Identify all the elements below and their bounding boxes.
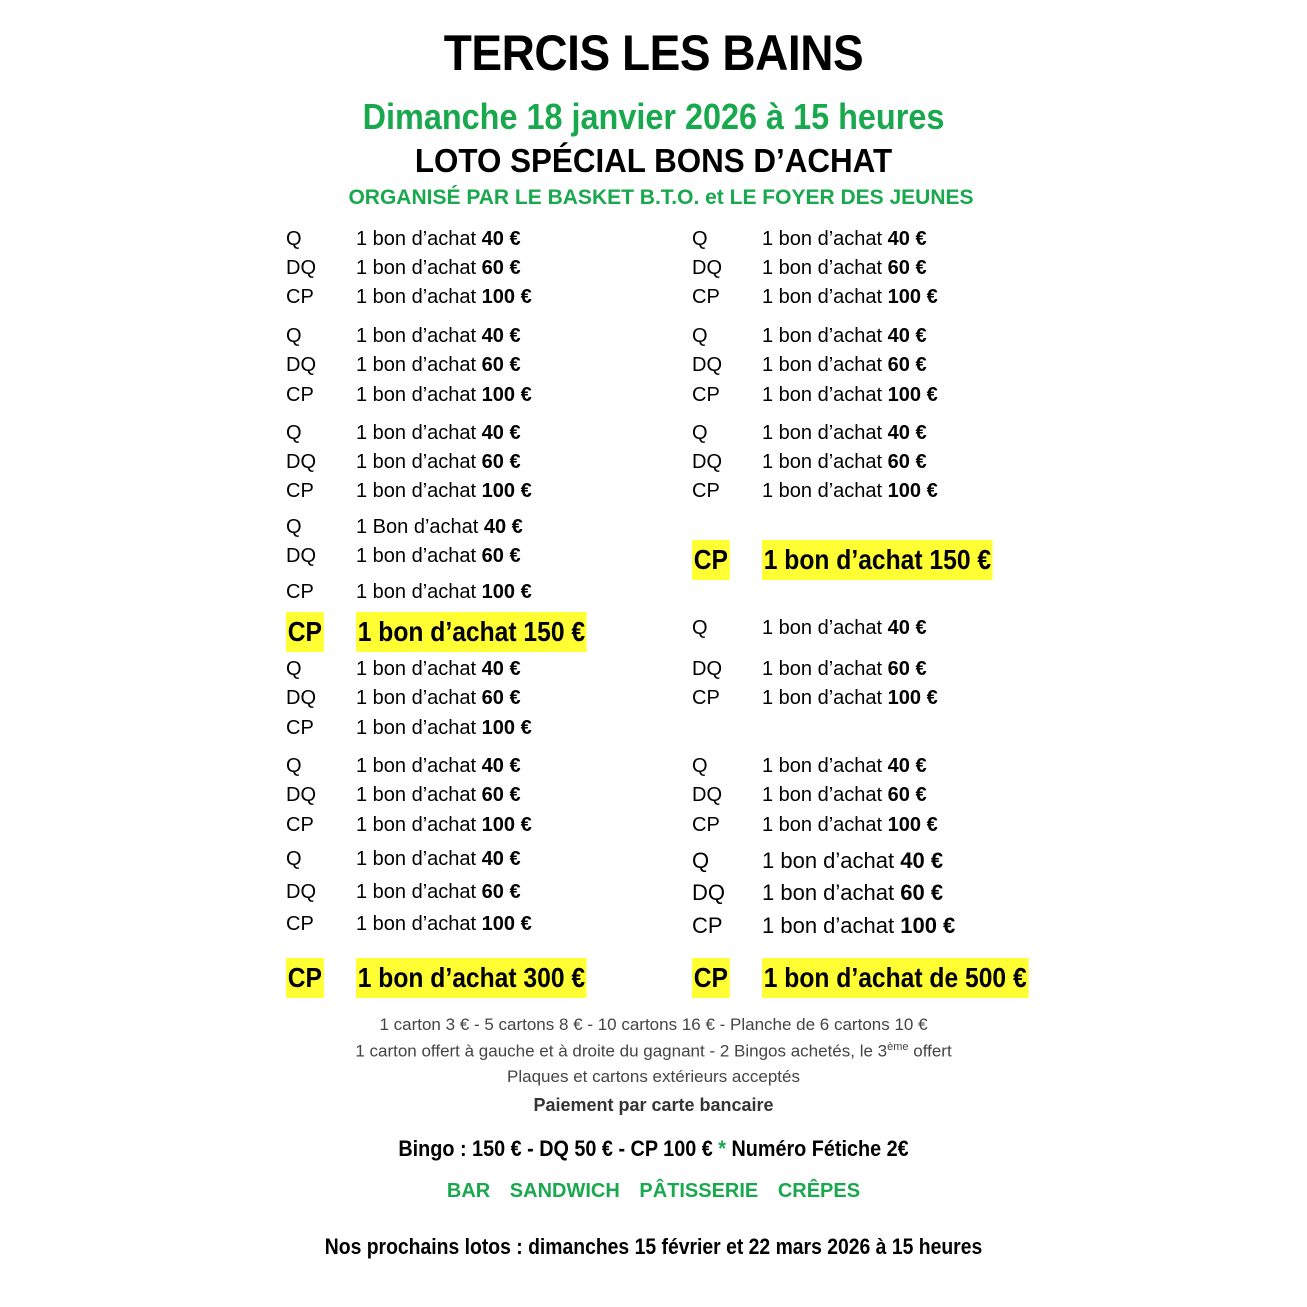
offer-text: 1 carton offert à gauche et à droite du gagnant - 2 Bingos achetés, le 3 (355, 1041, 888, 1061)
prize-label: 1 bon d’achat (762, 422, 888, 444)
prize-row (286, 684, 706, 712)
game-code: CP (286, 480, 314, 502)
game-code: DQ (286, 257, 316, 279)
game-code: CP (692, 913, 723, 938)
prize-label: 1 bon d’achat (356, 354, 482, 376)
prize-label: 1 bon d’achat (762, 848, 901, 873)
prize-amount: 40 € (887, 228, 927, 250)
prize-amount: 40 € (481, 755, 521, 777)
prize-text (762, 540, 993, 580)
game-code: CP (692, 958, 730, 998)
game-code: Q (692, 325, 708, 347)
prize-text (762, 912, 955, 940)
highlight-prize-row (286, 612, 706, 652)
prize-row (692, 811, 1112, 839)
game-code: CP (286, 958, 324, 998)
prize-text (762, 614, 927, 642)
prize-text (356, 542, 521, 570)
prize-label: 1 bon d’achat (762, 286, 888, 308)
prize-amount: 100 € (887, 384, 938, 406)
prize-amount: 100 € (481, 384, 532, 406)
prize-text (356, 781, 521, 809)
prize-row (286, 322, 706, 350)
prize-label: 1 bon d’achat (356, 451, 482, 473)
prize-label: 1 bon d’achat (356, 257, 482, 279)
prize-text (356, 419, 521, 447)
game-code: Q (286, 422, 302, 444)
prize-row (692, 351, 1112, 379)
prize-amount: 60 € (481, 784, 521, 806)
prize-text (356, 381, 532, 409)
prize-label: 1 bon d’achat (356, 581, 482, 603)
prize-label: 1 bon d’achat (356, 814, 482, 836)
prize-text (356, 578, 532, 606)
prize-row (286, 542, 706, 570)
prize-amount: 60 € (900, 880, 944, 905)
prize-text (762, 448, 927, 476)
prize-row (692, 912, 1112, 940)
prize-amount: 60 € (887, 257, 927, 279)
prize-label: 1 bon d’achat 150 € (357, 616, 586, 647)
game-code: CP (692, 540, 730, 580)
game-code: CP (692, 480, 720, 502)
event-date: Dimanche 18 janvier 2026 à 15 heures (362, 96, 945, 137)
prize-amount: 100 € (887, 286, 938, 308)
prize-row (286, 513, 706, 541)
prize-label: 1 bon d’achat 150 € (763, 544, 992, 575)
prize-label: 1 bon d’achat (356, 687, 482, 709)
prize-row (692, 879, 1112, 907)
offer-line (0, 1041, 1307, 1062)
prize-label: 1 bon d’achat (356, 913, 482, 935)
prize-text (356, 612, 587, 652)
prize-label: 1 bon d’achat (762, 784, 888, 806)
prize-amount: 100 € (481, 913, 532, 935)
prize-label: 1 bon d’achat (356, 545, 482, 567)
prize-text (356, 752, 521, 780)
prize-row (286, 448, 706, 476)
game-code: Q (286, 325, 302, 347)
game-code: CP (692, 286, 720, 308)
prize-amount: 60 € (887, 784, 927, 806)
prize-text (762, 322, 927, 350)
game-code: DQ (692, 451, 722, 473)
prize-label: 1 bon d’achat (762, 354, 888, 376)
prize-row (286, 655, 706, 683)
prize-amount: 60 € (887, 451, 927, 473)
prize-text (762, 781, 927, 809)
prize-label: 1 bon d’achat (356, 422, 482, 444)
prize-amount: 100 € (887, 687, 938, 709)
prize-row (692, 752, 1112, 780)
prize-amount: 60 € (887, 354, 927, 376)
highlight-prize-row (692, 958, 1112, 998)
game-code: DQ (286, 881, 316, 903)
prize-label: 1 bon d’achat (356, 658, 482, 680)
prize-row (692, 655, 1112, 683)
highlight-prize-row (692, 540, 1112, 580)
prize-amount: 60 € (481, 687, 521, 709)
game-code: DQ (692, 257, 722, 279)
game-code: Q (692, 228, 708, 250)
prize-row (692, 477, 1112, 505)
prize-text (356, 351, 521, 379)
prize-row (286, 811, 706, 839)
next-lotos: Nos prochains lotos : dimanches 15 février et 22 mars 2026 à 15 heures (324, 1234, 983, 1259)
prize-label: 1 bon d’achat (356, 881, 482, 903)
prize-label: 1 bon d’achat (762, 451, 888, 473)
game-code: DQ (692, 880, 725, 905)
prize-amount: 40 € (887, 755, 927, 777)
prize-text (356, 513, 523, 541)
prize-text (762, 752, 927, 780)
prize-label: 1 bon d’achat (356, 325, 482, 347)
prize-row (692, 322, 1112, 350)
page-title: TERCIS LES BAINS (443, 25, 864, 81)
prize-amount: 40 € (481, 325, 521, 347)
price-list: 1 carton 3 € - 5 cartons 8 € - 10 cartons 16 € - Planche de 6 cartons 10 € (379, 1015, 928, 1034)
prize-amount: 100 € (481, 814, 532, 836)
game-code: DQ (286, 354, 316, 376)
game-code: Q (286, 228, 302, 250)
prize-label: 1 bon d’achat (762, 658, 888, 680)
prize-text (762, 847, 943, 875)
prize-amount: 60 € (887, 658, 927, 680)
prize-label: 1 bon d’achat (356, 717, 482, 739)
prize-row (692, 283, 1112, 311)
prize-label: 1 bon d’achat (762, 325, 888, 347)
prize-amount: 60 € (481, 354, 521, 376)
game-code: DQ (692, 784, 722, 806)
prize-text (356, 811, 532, 839)
prize-amount: 60 € (481, 257, 521, 279)
prize-amount: 40 € (481, 848, 521, 870)
prize-label: 1 bon d’achat (762, 480, 888, 502)
game-code: Q (692, 755, 708, 777)
prize-label: 1 bon d’achat (762, 228, 888, 250)
game-code: CP (286, 581, 314, 603)
game-code: Q (286, 516, 302, 538)
bingo-fetiche: Numéro Fétiche 2€ (725, 1136, 909, 1161)
prize-amount: 100 € (887, 480, 938, 502)
prize-text (356, 254, 521, 282)
prize-row (692, 381, 1112, 409)
game-code: CP (286, 612, 324, 652)
game-code: DQ (286, 545, 316, 567)
prize-label: 1 bon d’achat (356, 784, 482, 806)
prize-text (356, 684, 521, 712)
prize-row (692, 847, 1112, 875)
prize-label: 1 bon d’achat (762, 687, 888, 709)
star-icon: * (718, 1136, 726, 1161)
prize-label: 1 bon d’achat (356, 286, 482, 308)
organizer-line: ORGANISÉ PAR LE BASKET B.T.O. et LE FOYER DES JEUNES (348, 186, 974, 209)
prize-row (286, 351, 706, 379)
prize-amount: 60 € (481, 451, 521, 473)
prize-text (356, 878, 521, 906)
prize-row (286, 419, 706, 447)
offer-text-end: offert (908, 1041, 952, 1061)
prize-row (286, 714, 706, 742)
prize-text (356, 910, 532, 938)
prize-label: 1 bon d’achat (762, 913, 901, 938)
prize-row (692, 448, 1112, 476)
prize-row (286, 878, 706, 906)
event-subtitle: LOTO SPÉCIAL BONS D’ACHAT (414, 142, 893, 179)
prize-label: 1 bon d’achat (762, 814, 888, 836)
game-code: Q (286, 848, 302, 870)
game-code: DQ (286, 687, 316, 709)
prize-amount: 60 € (481, 881, 521, 903)
prize-text (356, 958, 587, 998)
prize-label: 1 bon d’achat de 500 € (763, 962, 1027, 993)
prize-row (286, 254, 706, 282)
prize-amount: 100 € (481, 480, 532, 502)
game-code: CP (286, 286, 314, 308)
prize-text (762, 879, 943, 907)
game-code: DQ (286, 451, 316, 473)
prize-text (356, 225, 521, 253)
game-code: Q (286, 658, 302, 680)
prize-label: 1 bon d’achat (762, 880, 901, 905)
prize-label: 1 bon d’achat (356, 755, 482, 777)
prize-row (286, 477, 706, 505)
highlight-prize-row (286, 958, 706, 998)
prize-label: 1 bon d’achat (356, 384, 482, 406)
prize-row (286, 578, 706, 606)
prize-amount: 100 € (900, 913, 956, 938)
prize-amount: 100 € (481, 286, 532, 308)
prize-row (286, 910, 706, 938)
prize-row (286, 845, 706, 873)
prize-text (762, 351, 927, 379)
prize-label: 1 bon d’achat (762, 617, 888, 639)
prize-row (692, 781, 1112, 809)
game-code: CP (286, 717, 314, 739)
food-stands: BAR SANDWICH PÂTISSERIE CRÊPES (446, 1180, 861, 1202)
bingo-line (65, 1136, 1241, 1162)
game-code: CP (286, 814, 314, 836)
prize-text (762, 225, 927, 253)
prize-text (356, 448, 521, 476)
prize-row (692, 254, 1112, 282)
prize-label: 1 Bon d’achat (356, 516, 484, 538)
prize-amount: 100 € (481, 717, 532, 739)
prize-row (692, 684, 1112, 712)
prize-amount: 40 € (887, 617, 927, 639)
prize-amount: 40 € (900, 848, 944, 873)
payment-line: Paiement par carte bancaire (533, 1095, 774, 1115)
accepted-line: Plaques et cartons extérieurs acceptés (507, 1067, 800, 1086)
game-code: Q (286, 755, 302, 777)
prize-text (762, 477, 938, 505)
prize-row (286, 283, 706, 311)
prize-row (286, 225, 706, 253)
prize-label: 1 bon d’achat (762, 384, 888, 406)
prize-amount: 60 € (481, 545, 521, 567)
prize-text (356, 283, 532, 311)
prize-text (356, 714, 532, 742)
prize-label: 1 bon d’achat (356, 848, 482, 870)
prize-text (762, 811, 938, 839)
prize-amount: 40 € (481, 422, 521, 444)
prize-label: 1 bon d’achat (762, 755, 888, 777)
prize-text (356, 477, 532, 505)
prize-label: 1 bon d’achat 300 € (357, 962, 586, 993)
prize-text (762, 381, 938, 409)
prize-label: 1 bon d’achat (356, 480, 482, 502)
game-code: CP (692, 384, 720, 406)
prize-row (286, 752, 706, 780)
prize-amount: 40 € (483, 516, 523, 538)
prize-text (356, 655, 521, 683)
game-code: CP (692, 687, 720, 709)
game-code: DQ (286, 784, 316, 806)
prize-amount: 100 € (887, 814, 938, 836)
prize-text (762, 684, 938, 712)
prize-text (762, 655, 927, 683)
prize-text (762, 254, 927, 282)
game-code: Q (692, 617, 708, 639)
bingo-prices: Bingo : 150 € - DQ 50 € - CP 100 € (398, 1136, 719, 1161)
prize-row (286, 381, 706, 409)
prize-row (286, 781, 706, 809)
prize-text (356, 845, 521, 873)
prize-label: 1 bon d’achat (762, 257, 888, 279)
game-code: Q (692, 848, 710, 873)
prize-text (762, 283, 938, 311)
prize-amount: 40 € (887, 325, 927, 347)
game-code: Q (692, 422, 708, 444)
prize-text (762, 958, 1028, 998)
prize-row (692, 614, 1112, 642)
game-code: CP (286, 913, 314, 935)
game-code: DQ (692, 658, 722, 680)
prize-text (356, 322, 521, 350)
prize-amount: 100 € (481, 581, 532, 603)
prize-amount: 40 € (481, 228, 521, 250)
prize-row (692, 419, 1112, 447)
prize-amount: 40 € (481, 658, 521, 680)
game-code: CP (286, 384, 314, 406)
prize-text (762, 419, 927, 447)
prize-amount: 40 € (887, 422, 927, 444)
prize-label: 1 bon d’achat (356, 228, 482, 250)
game-code: DQ (692, 354, 722, 376)
prize-row (692, 225, 1112, 253)
game-code: CP (692, 814, 720, 836)
offer-superscript: ème (887, 1041, 909, 1053)
